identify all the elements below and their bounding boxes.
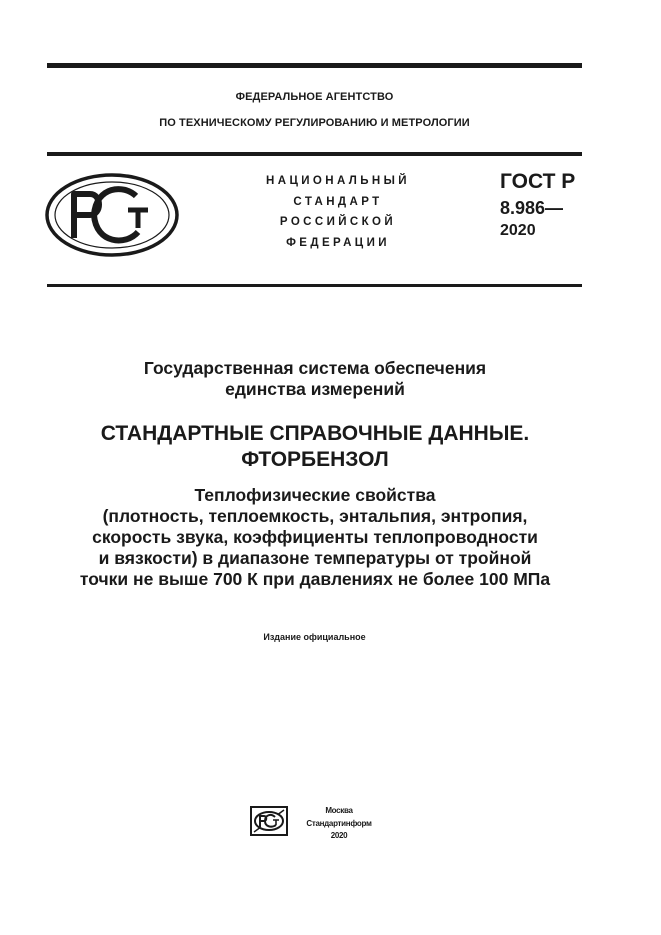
gost-designation <box>500 170 575 241</box>
main-title-line-1: СТАНДАРТНЫЕ СПРАВОЧНЫЕ ДАННЫЕ. <box>100 422 530 445</box>
standartinform-logo-icon <box>250 806 288 836</box>
main-title <box>30 421 600 473</box>
subtitle-line-4: и вязкости) в диапазоне температуры от тройной <box>98 548 532 568</box>
national-line-1: НАЦИОНАЛЬНЫЙ <box>266 175 410 187</box>
subtitle-line-2: (плотность, теплоемкость, энтальпия, энтропия, <box>102 506 528 526</box>
system-title-line-2: единства измерений <box>225 379 405 399</box>
publisher-city: Москва <box>325 806 353 815</box>
top-rule <box>47 63 582 68</box>
system-title-line-1: Государственная система обеспечения <box>143 358 487 378</box>
rst-certification-logo-icon <box>44 172 180 258</box>
gost-number: 8.986— <box>500 198 564 218</box>
subtitle-line-3: скорость звука, коэффициенты теплопроводности <box>92 527 538 547</box>
publisher-imprint <box>294 805 384 843</box>
subtitle <box>30 485 600 590</box>
header-bottom-rule <box>47 284 582 287</box>
gost-prefix: ГОСТ Р <box>500 170 576 193</box>
national-line-4: ФЕДЕРАЦИИ <box>286 236 390 249</box>
agency-line-2: ПО ТЕХНИЧЕСКОМУ РЕГУЛИРОВАНИЮ И МЕТРОЛОГИИ <box>159 117 470 129</box>
publisher-name: Стандартинформ <box>306 818 372 828</box>
header-rule <box>47 152 582 156</box>
national-line-3: РОССИЙСКОЙ <box>279 216 397 228</box>
national-line-2: СТАНДАРТ <box>293 195 383 208</box>
national-standard-block <box>238 171 438 253</box>
main-title-line-2: ФТОРБЕНЗОЛ <box>241 448 389 471</box>
subtitle-line-1: Теплофизические свойства <box>194 485 436 505</box>
agency-line-1: ФЕДЕРАЛЬНОЕ АГЕНТСТВО <box>235 91 394 103</box>
edition-label: Издание официальное <box>263 632 366 642</box>
gost-year: 2020 <box>500 222 536 239</box>
publisher-year: 2020 <box>330 831 348 840</box>
system-title <box>30 358 600 400</box>
subtitle-line-5: точки не выше 700 К при давлениях не более 100 МПа <box>79 569 551 589</box>
